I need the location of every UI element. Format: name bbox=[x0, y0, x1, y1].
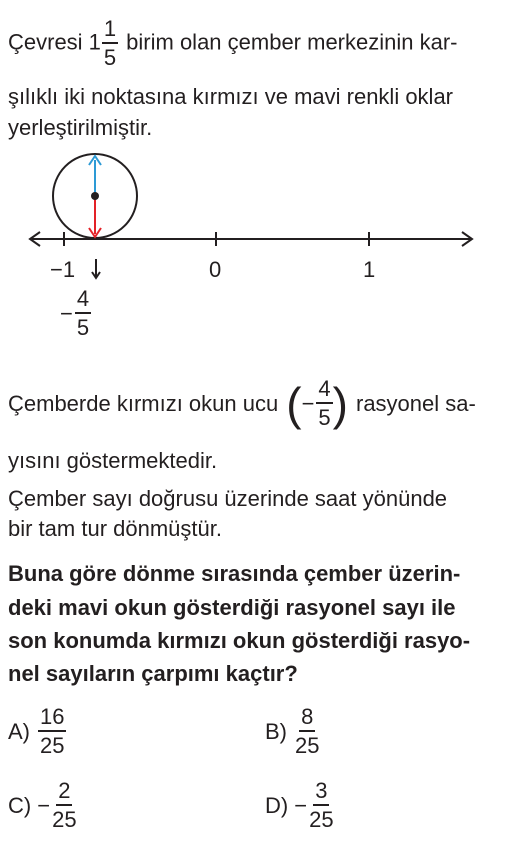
statement-line-4: bir tam tur dönmüştür. bbox=[8, 516, 222, 541]
intro-text-post: birim olan çember merkezinin kar- bbox=[126, 29, 458, 55]
circle-center bbox=[91, 192, 99, 200]
tick-label-minus-one: −1 bbox=[50, 257, 76, 282]
paren-close: ) bbox=[332, 377, 348, 430]
choice-sign: − bbox=[37, 792, 51, 818]
fraction-denominator: 25 bbox=[295, 733, 320, 758]
statement-text-pre: Çemberde kırmızı okun ucu bbox=[8, 390, 279, 416]
question-line-3: son konumda kırmızı okun gösterdiği rasyo- bbox=[8, 628, 471, 653]
intro-line-3: yerleştirilmiştir. bbox=[8, 115, 153, 140]
statement-sign: − bbox=[301, 390, 315, 416]
choice-fraction bbox=[295, 706, 319, 757]
intro-line-1 bbox=[8, 18, 458, 69]
fraction-numerator: 1 bbox=[102, 18, 118, 44]
marker-fraction bbox=[75, 288, 91, 339]
choice-d[interactable] bbox=[265, 780, 334, 831]
choice-label: B) bbox=[265, 718, 287, 744]
choice-fraction bbox=[38, 706, 66, 757]
intro-text-pre: Çevresi 1 bbox=[8, 29, 101, 55]
fraction-numerator: 2 bbox=[56, 780, 72, 806]
fraction-numerator: 4 bbox=[75, 288, 91, 314]
fraction-denominator: 25 bbox=[52, 807, 77, 832]
question-line-4: nel sayıların çarpımı kaçtır? bbox=[8, 661, 298, 686]
fraction-denominator: 25 bbox=[40, 733, 65, 758]
choice-a[interactable] bbox=[8, 706, 66, 757]
fraction-denominator: 25 bbox=[309, 807, 334, 832]
choice-fraction bbox=[309, 780, 333, 831]
fraction-denominator: 5 bbox=[103, 45, 117, 70]
fraction-numerator: 16 bbox=[38, 706, 66, 732]
marker-sign: − bbox=[60, 300, 73, 326]
statement-line-2: yısını göstermektedir. bbox=[8, 448, 218, 473]
small-down-arrow bbox=[90, 258, 102, 286]
fraction-numerator: 8 bbox=[299, 706, 315, 732]
fraction-denominator: 5 bbox=[76, 315, 90, 340]
statement-line-3: Çember sayı doğrusu üzerinde saat yönünde bbox=[8, 486, 448, 511]
fraction-denominator: 5 bbox=[318, 405, 331, 430]
number-line-diagram bbox=[0, 150, 517, 255]
choice-label: C) bbox=[8, 792, 32, 818]
choice-sign: − bbox=[294, 792, 308, 818]
paren-open: ( bbox=[286, 377, 302, 430]
choice-label: D) bbox=[265, 792, 289, 818]
question-line-1: Buna göre dönme sırasında çember üzerin- bbox=[8, 561, 461, 586]
choice-fraction bbox=[52, 780, 76, 831]
tick-label-one: 1 bbox=[363, 257, 376, 282]
question-line-2: deki mavi okun gösterdiği rasyonel sayı ile bbox=[8, 595, 456, 620]
fraction-numerator: 3 bbox=[313, 780, 329, 806]
choice-c[interactable] bbox=[8, 780, 77, 831]
circumference-fraction bbox=[102, 18, 118, 69]
choice-label: A) bbox=[8, 718, 30, 744]
statement-fraction bbox=[316, 378, 332, 429]
intro-line-2: şılıklı iki noktasına kırmızı ve mavi renkli oklar bbox=[8, 84, 454, 109]
marker-value bbox=[60, 288, 91, 339]
fraction-numerator: 4 bbox=[316, 378, 332, 404]
choice-b[interactable] bbox=[265, 706, 319, 757]
statement-text-post: rasyonel sa- bbox=[356, 390, 476, 416]
tick-label-zero: 0 bbox=[209, 257, 222, 282]
statement-line-1 bbox=[8, 378, 476, 429]
